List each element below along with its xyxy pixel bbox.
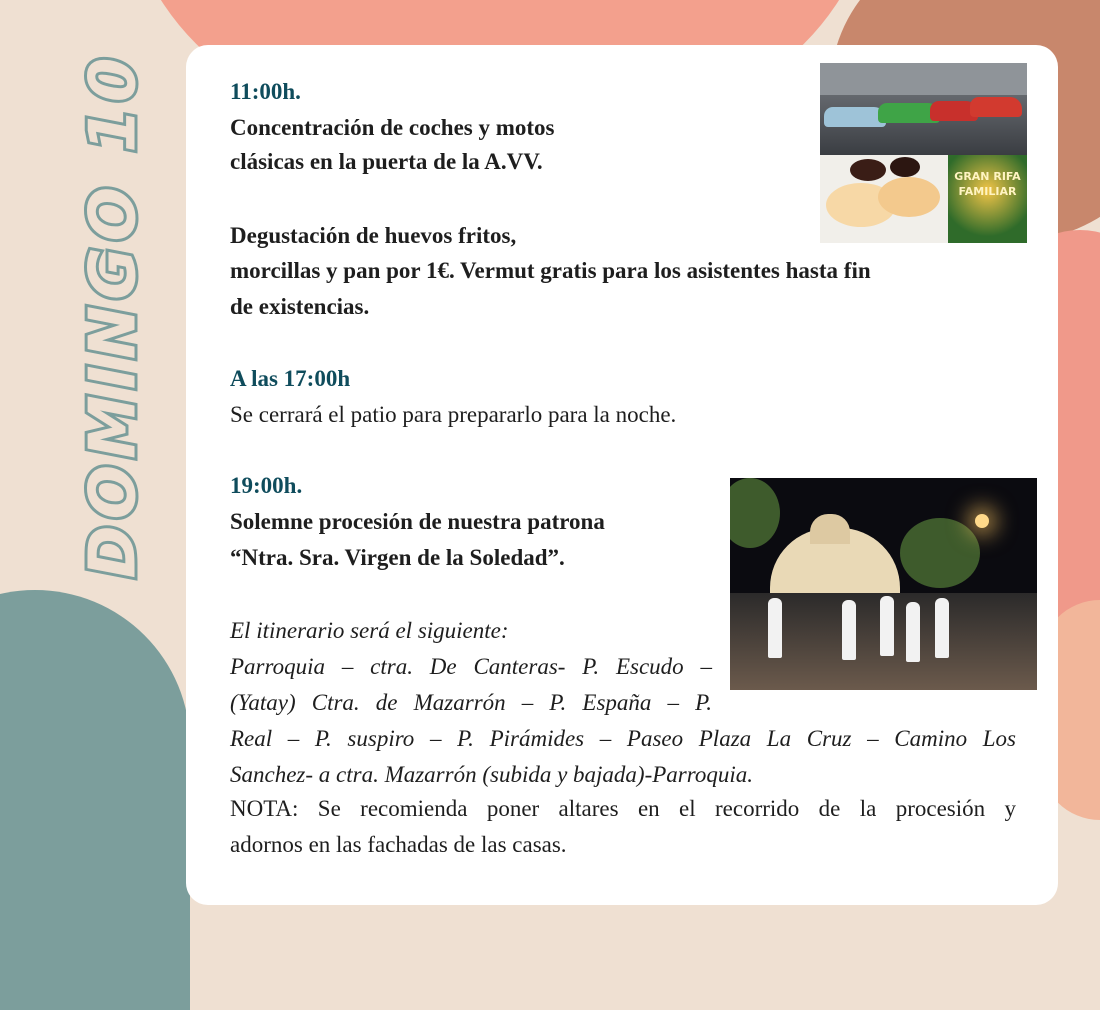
event-description-patio: Se cerrará el patio para prepararlo para la noche. [230,402,677,427]
day-title: DOMINGO 10 [76,51,150,579]
classic-cars-image [820,63,1027,155]
person-icon [935,598,949,658]
itinerary-intro: El itinerario será el siguiente: [230,618,509,643]
raffle-sign-line-1: GRAN RIFA [954,170,1021,183]
person-icon [880,596,894,656]
itinerary-line-4: Sanchez- a ctra. Mazarrón (subida y bajada)-Parroquia. [230,762,753,787]
procession-photo [730,478,1037,690]
fried-eggs-image [820,155,948,243]
event-title-line-2: clásicas en la puerta de la A.VV. [230,149,543,174]
person-icon [842,600,856,660]
tasting-line-3: de existencias. [230,294,370,319]
event-title-line-1: Concentración de coches y motos [230,115,555,140]
raffle-image [948,155,1027,243]
event-time-1700: A las 17:00h [230,366,351,391]
raffle-sign [948,169,1027,199]
morcilla-icon [890,157,920,177]
itinerary-line-2: (Yatay) Ctra. de Mazarrón – P. España – P. [230,690,712,715]
church-tower-icon [810,514,850,544]
person-icon [906,602,920,662]
tree-icon [900,518,980,588]
event-time-1100: 11:00h. [230,79,301,104]
itinerary-line-3: Real – P. suspiro – P. Pirámides – Paseo Plaza La Cruz – Camino Los [230,726,1016,751]
tree-icon [730,478,780,548]
tasting-line-2: morcillas y pan por 1€. Vermut gratis para los asistentes hasta fin [230,258,871,283]
background-shape-bottom-left [0,590,190,1010]
procession-title-line-2: “Ntra. Sra. Virgen de la Soledad”. [230,545,565,570]
car-icon [970,97,1022,117]
car-icon [824,107,886,127]
raffle-sign-line-2: FAMILIAR [958,185,1017,198]
note-line-1: NOTA: Se recomienda poner altares en el recorrido de la procesión y [230,796,1016,821]
fried-egg-icon [878,177,940,217]
tasting-line-1: Degustación de huevos fritos, [230,223,517,248]
procession-title-line-1: Solemne procesión de nuestra patrona [230,509,605,534]
person-icon [768,598,782,658]
note-line-2: adornos en las fachadas de las casas. [230,832,567,857]
itinerary-line-1: Parroquia – ctra. De Canteras- P. Escudo – [230,654,712,679]
street-lamp-icon [975,514,989,528]
building-backdrop [820,63,1027,95]
event-time-1900: 19:00h. [230,473,303,498]
classic-cars-food-photo [820,63,1027,243]
morcilla-icon [850,159,886,181]
day-title-container [38,51,188,579]
